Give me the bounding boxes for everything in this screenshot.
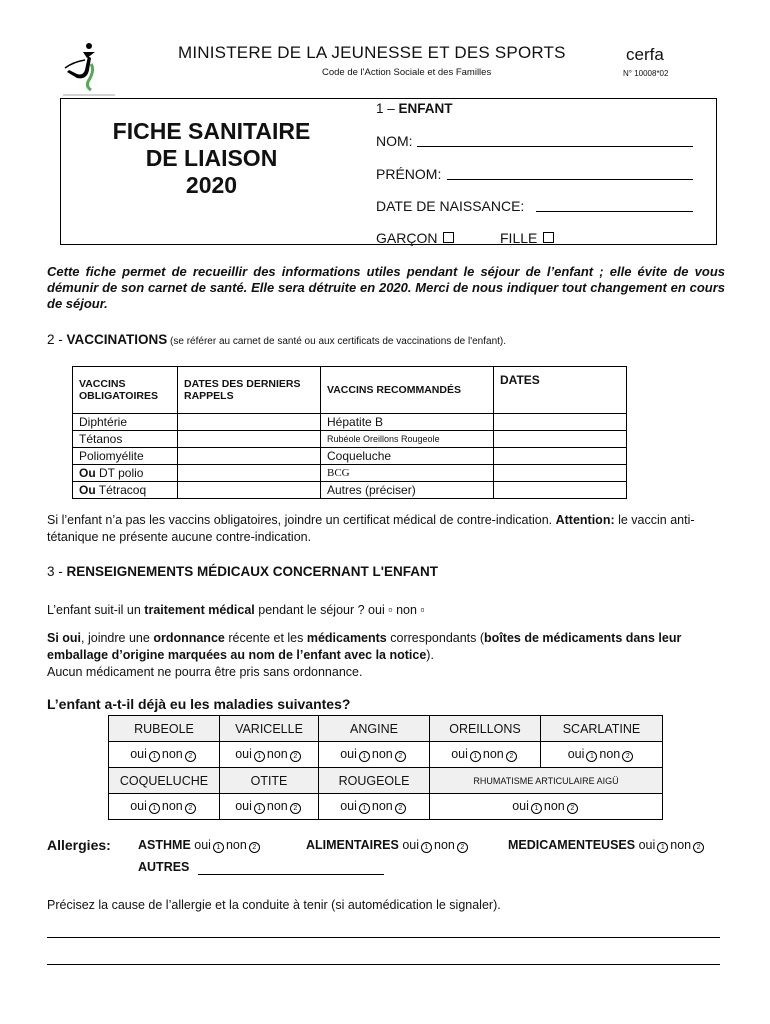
oui-non-choice[interactable]: oui 1 non 2 [220, 742, 319, 768]
diseases-table [108, 715, 663, 820]
table-row [73, 448, 627, 465]
date-cell[interactable] [494, 465, 627, 482]
vaccine-name: Autres (préciser) [321, 482, 494, 499]
vaccine-name: Diphtérie [73, 414, 178, 431]
alimentaires-choice[interactable]: ALIMENTAIRES oui 1 non 2 [306, 838, 470, 853]
disease-name: VARICELLE [220, 716, 319, 742]
asthme-choice[interactable]: ASTHME oui 1 non 2 [138, 838, 262, 853]
prenom-label: PRÉNOM: [376, 166, 442, 182]
nom-field[interactable] [417, 146, 693, 147]
ministry-title: MINISTERE DE LA JEUNESSE ET DES SPORTS [178, 43, 566, 62]
allergy-instructions: Précisez la cause de l’allergie et la conduite à tenir (si automédication le signaler). [47, 898, 501, 912]
disease-name: SCARLATINE [541, 716, 663, 742]
disease-name: OTITE [220, 768, 319, 794]
vaccine-name: Ou DT polio [73, 465, 178, 482]
answer-line-1[interactable] [47, 937, 720, 938]
oui-non-choice[interactable]: oui 1 non 2 [319, 794, 430, 820]
section-3-title: 3 - RENSEIGNEMENTS MÉDICAUX CONCERNANT L'ENFANT [47, 564, 438, 579]
oui-non-choice[interactable]: oui 1 non 2 [109, 794, 220, 820]
ministry-logo [55, 40, 125, 98]
diseases-title: L’enfant a-t-il déjà eu les maladies suivantes? [47, 696, 351, 712]
vaccine-name: Tétanos [73, 431, 178, 448]
vaccine-name: Rubéole Oreillons Rougeole [321, 431, 494, 448]
date-cell[interactable] [178, 465, 321, 482]
title-line-2: DE LIAISON [145, 145, 278, 171]
oui-non-choice[interactable]: oui 1 non 2 [430, 794, 663, 820]
vaccine-name: Ou Tétracoq [73, 482, 178, 499]
nom-label: NOM: [376, 133, 413, 149]
title-line-1: FICHE SANITAIRE [112, 118, 311, 144]
disease-name: ROUGEOLE [319, 768, 430, 794]
form-number: N° 10008*02 [623, 69, 669, 78]
date-cell[interactable] [178, 431, 321, 448]
section-2-title: 2 - VACCINATIONS (se référer au carnet de santé ou aux certificats de vaccinations de l'enfant). [47, 332, 507, 347]
col-header: VACCINS RECOMMANDÉS [321, 367, 494, 414]
medicamenteuses-choice[interactable]: MEDICAMENTEUSES oui 1 non 2 [508, 838, 706, 853]
garcon-checkbox[interactable] [443, 232, 454, 243]
prenom-field[interactable] [447, 179, 693, 180]
disease-name: ANGINE [319, 716, 430, 742]
date-cell[interactable] [178, 448, 321, 465]
title-line-3: 2020 [185, 172, 238, 198]
form-title [60, 98, 363, 245]
date-cell[interactable] [494, 448, 627, 465]
code-label: Code de l'Action Sociale et des Familles [322, 67, 492, 78]
oui-non-choice[interactable]: oui 1 non 2 [541, 742, 663, 768]
cerfa-label: cerfa [626, 45, 664, 64]
autres-label: AUTRES [138, 860, 190, 874]
fille-option[interactable]: FILLE [500, 230, 554, 246]
oui-non-choice[interactable]: oui 1 non 2 [220, 794, 319, 820]
disease-name: OREILLONS [430, 716, 541, 742]
vaccine-name: Coqueluche [321, 448, 494, 465]
garcon-option[interactable]: GARÇON [376, 230, 454, 246]
oui-non-choice[interactable]: oui 1 non 2 [319, 742, 430, 768]
table-row [73, 465, 627, 482]
date-cell[interactable] [494, 482, 627, 499]
disease-name: RHUMATISME ARTICULAIRE AIGÜ [430, 768, 663, 794]
oui-non-choice[interactable]: oui 1 non 2 [109, 742, 220, 768]
answer-line-2[interactable] [47, 964, 720, 965]
vaccine-name: BCG [321, 465, 494, 482]
prescription-note: Si oui, joindre une ordonnance récente et les médicaments correspondants (boîtes de médicaments dans leur emballage d’origine marquées au nom de l’enfant avec la notice). Aucun médicament ne pourra être pris sans ordonnance. [47, 631, 682, 679]
col-header: DATES [494, 367, 627, 414]
date-cell[interactable] [178, 414, 321, 431]
disease-name: RUBEOLE [109, 716, 220, 742]
vaccine-name: Poliomyélite [73, 448, 178, 465]
col-header: VACCINS OBLIGATOIRES [73, 367, 178, 414]
table-row [73, 431, 627, 448]
vaccination-warning: Si l’enfant n’a pas les vaccins obligatoires, joindre un certificat médical de contre-indication. Attention: le vaccin anti-tétanique ne présente aucune contre-indication. [47, 513, 695, 544]
dob-label: DATE DE NAISSANCE: [376, 198, 525, 214]
section-1-title: 1 – ENFANT [376, 101, 453, 116]
col-header: DATES DES DERNIERS RAPPELS [178, 367, 321, 414]
treatment-question: L’enfant suit-il un traitement médical pendant le séjour ? oui ▫ non ▫ [47, 603, 425, 617]
autres-field[interactable] [198, 874, 384, 875]
table-row [73, 414, 627, 431]
allergies-label: Allergies: [47, 837, 111, 853]
date-cell[interactable] [494, 431, 627, 448]
vaccinations-table [72, 366, 627, 499]
date-cell[interactable] [494, 414, 627, 431]
vaccine-name: Hépatite B [321, 414, 494, 431]
fille-checkbox[interactable] [543, 232, 554, 243]
disease-name: COQUELUCHE [109, 768, 220, 794]
oui-non-choice[interactable]: oui 1 non 2 [430, 742, 541, 768]
table-row [73, 482, 627, 499]
dob-field[interactable] [536, 211, 693, 212]
intro-text: Cette fiche permet de recueillir des informations utiles pendant le séjour de l’enfant ; elle évite de vous démunir de son carnet de santé. Elle sera détruite en 2020. Merci de nous indiquer tout changement en cours de séjour. [47, 264, 725, 311]
date-cell[interactable] [178, 482, 321, 499]
